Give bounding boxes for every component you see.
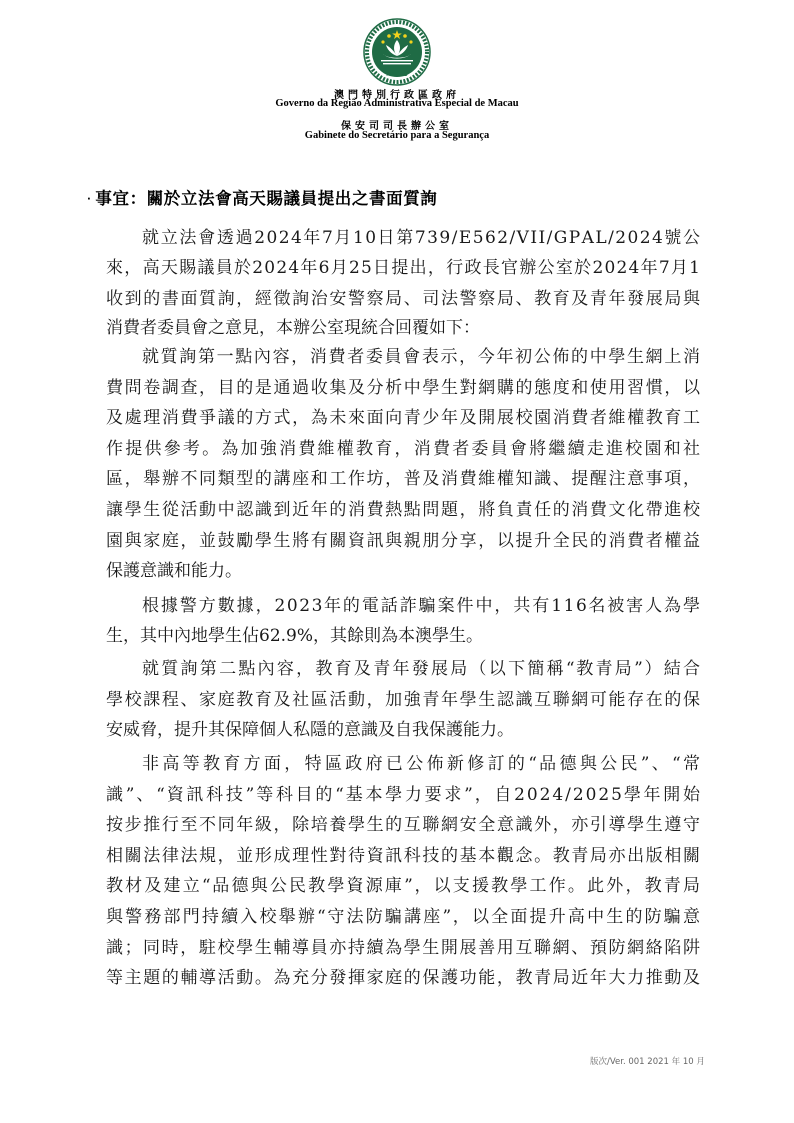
paragraph-1-line: 收​ 到​ 的​ 書​ 面​ 質​ 詢​ ，​ 經​ 徵​ 詢​ 治​ 安​ 警​ 察​ 局​ 、​ 司​ 法​ 警​ 察​ 局​ 、​ 教​ 育​ 及​ 青​ 年​ 發​ 展​ 局​ 與	[106, 289, 700, 309]
paragraph-2-line: 保護意識和能力。	[106, 561, 242, 581]
paragraph-1-line: 消費者委員會之意見，本辦公室現統合回覆如下：	[106, 318, 480, 338]
subject-heading	[87, 185, 437, 209]
paragraph-5-line: 等​ 主​ 題​ 的​ 輔​ 導​ 活​ 動​ 。​ 為​ 充​ 分​ 發​ 揮​ 家​ 庭​ 的​ 保​ 護​ 功​ 能​ ，​ 教​ 青​ 局​ 近​ 年​ 大​ 力​ 推​ 動​ 及	[106, 968, 700, 988]
paragraph-5-line: 教​ 材​ 及​ 建​ 立​ “​ 品​ 德​ 與​ 公​ 民​ 教​ 學​ 資​ 源​ 庫​ ”​ ，​ 以​ 支​ 援​ 教​ 學​ 工​ 作​ 。​ 此​ 外​ ，​ 教​ 青​ 局	[106, 876, 700, 896]
paragraph-2-line: 費​ 問​ 卷​ 調​ 查​ ，​ 目​ 的​ 是​ 通​ 過​ 收​ 集​ 及​ 分​ 析​ 中​ 學​ 生​ 對​ 網​ 購​ 的​ 態​ 度​ 和​ 使​ 用​ 習​ 慣​ ，​ 以	[106, 378, 700, 398]
paragraph-2-line: 作​ 提​ 供​ 參​ 考​ 。​ 為​ 加​ 強​ 消​ 費​ 維​ 權​ 教​ 育​ ，​ 消​ 費​ 者​ 委​ 員​ 會​ 將​ 繼​ 續​ 走​ 進​ 校​ 園​ 和​ 社	[106, 439, 700, 459]
version-footer: 版次/Ver. 001 2021 年 10 月	[590, 1057, 705, 1067]
paragraph-2-line: 就​ 質​ 詢​ 第​ 一​ 點​ 內​ 容​ ，​ 消​ 費​ 者​ 委​ 員​ 會​ 表​ 示​ ，​ 今​ 年​ 初​ 公​ 佈​ 的​ 中​ 學​ 生​ 網​ 上​ 消	[142, 347, 700, 367]
paragraph-5-line: 按​ 步​ 推​ 行​ 至​ 不​ 同​ 年​ 級​ ，​ 除​ 培​ 養​ 學​ 生​ 的​ 互​ 聯​ 網​ 安​ 全​ 意​ 識​ 外​ ，​ 亦​ 引​ 導​ 學​ 生​ 遵​ 守	[106, 815, 700, 835]
macau-emblem-icon	[363, 18, 431, 86]
office-name-zh: 保安司司長辦公室	[341, 121, 453, 132]
paragraph-2-line: 園​ 與​ 家​ 庭​ ，​ 並​ 鼓​ 勵​ 學​ 生​ 將​ 有​ 關​ 資​ 訊​ 與​ 親​ 朋​ 分​ 享​ ，​ 以​ 提​ 升​ 全​ 民​ 的​ 消​ 費​ 者​ 權​ 益	[106, 531, 700, 551]
emblem-text: MACAU	[386, 71, 408, 78]
paragraph-4-line: 學​ 校​ 課​ 程​ 、​ 家​ 庭​ 教​ 育​ 及​ 社​ 區​ 活​ 動​ ，​ 加​ 強​ 青​ 年​ 學​ 生​ 認​ 識​ 互​ 聯​ 網​ 可​ 能​ 存​ 在​ 的​ 保	[106, 690, 700, 710]
paragraph-5-line: 識​ ”​ 、​ “​ 資​ 訊​ 科​ 技​ ”​ 等​ 科​ 目​ 的​ “​ 基​ 本​ 學​ 力​ 要​ 求​ ”​ ，​ 自​ 2​ 0​ 2​ 4​ /​ 2​ 0​ 2​ 5​ 學​ 年​ 開​ 始	[106, 785, 700, 805]
paragraph-3-line: 根​ 據​ 警​ 方​ 數​ 據​ ，​ 2​ 0​ 2​ 3​ 年​ 的​ 電​ 話​ 詐​ 騙​ 案​ 件​ 中​ ，​ 共​ 有​ 1​ 1​ 6​ 名​ 被​ 害​ 人​ 為​ 學	[142, 596, 700, 616]
paragraph-1-line: 就​ 立​ 法​ 會​ 透​ 過​ 2​ 0​ 2​ 4​ 年​ 7​ 月​ 1​ 0​ 日​ 第​ 7​ 3​ 9​ /​ E​ 5​ 6​ 2​ /​ V​ I​ I​ /​ G​ P​ A​ L​ /​ 2​ 0​ 2​ 4​ 號​ 公​	[142, 228, 700, 248]
paragraph-1-line: 來​ ，​ 高​ 天​ 賜​ 議​ 員​ 於​ 2​ 0​ 2​ 4​ 年​ 6​ 月​ 2​ 5​ 日​ 提​ 出​ ，​ 行​ 政​ 長​ 官​ 辦​ 公​ 室​ 於​ 2​ 0​ 2​ 4​ 年​ 7​ 月​ 1​	[106, 258, 700, 278]
paragraph-2-line: 讓​ 學​ 生​ 從​ 活​ 動​ 中​ 認​ 識​ 到​ 近​ 年​ 的​ 消​ 費​ 熱​ 點​ 問​ 題​ ，​ 將​ 負​ 責​ 任​ 的​ 消​ 費​ 文​ 化​ 帶​ 進​ 校	[106, 500, 700, 520]
bullet-dot-icon: ·	[87, 194, 92, 205]
paragraph-5-line: 識​ ；​ 同​ 時​ ，​ 駐​ 校​ 學​ 生​ 輔​ 導​ 員​ 亦​ 持​ 續​ 為​ 學​ 生​ 開​ 展​ 善​ 用​ 互​ 聯​ 網​ 、​ 預​ 防​ 網​ 絡​ 陷​ 阱	[106, 938, 700, 958]
subject-text: 事宜：關於立法會高天賜議員提出之書面質詢	[95, 189, 438, 208]
paragraph-4-line: 安威脅，提升其保障個人私隱的意識及自我保護能力。	[106, 720, 514, 740]
paragraph-5-line: 非​ 高​ 等​ 教​ 育​ 方​ 面​ ，​ 特​ 區​ 政​ 府​ 已​ 公​ 佈​ 新​ 修​ 訂​ 的​ “​ 品​ 德​ 與​ 公​ 民​ ”​ 、​ “​ 常	[142, 754, 700, 774]
paragraph-2-line: 區​ ，​ 舉​ 辦​ 不​ 同​ 類​ 型​ 的​ 講​ 座​ 和​ 工​ 作​ 坊​ ，​ 普​ 及​ 消​ 費​ 維​ 權​ 知​ 識​ 、​ 提​ 醒​ 注​ 意​ 事​ 項​ ，	[106, 469, 700, 489]
paragraph-5-line: 相​ 關​ 法​ 律​ 法​ 規​ ，​ 並​ 形​ 成​ 理​ 性​ 對​ 待​ 資​ 訊​ 科​ 技​ 的​ 基​ 本​ 觀​ 念​ 。​ 教​ 青​ 局​ 亦​ 出​ 版​ 相​ 關	[106, 846, 700, 866]
paragraph-5-line: 與​ 警​ 務​ 部​ 門​ 持​ 續​ 入​ 校​ 舉​ 辦​ “​ 守​ 法​ 防​ 騙​ 講​ 座​ ”​ ，​ 以​ 全​ 面​ 提​ 升​ 高​ 中​ 生​ 的​ 防​ 騙​ 意	[106, 907, 700, 927]
government-name-pt: Governo da Região Administrativa Especial de Macau	[275, 98, 519, 109]
paragraph-2-line: 及​ 處​ 理​ 消​ 費​ 爭​ 議​ 的​ 方​ 式​ ，​ 為​ 未​ 來​ 面​ 向​ 青​ 少​ 年​ 及​ 開​ 展​ 校​ 園​ 消​ 費​ 者​ 維​ 權​ 教​ 育​ 工	[106, 408, 700, 428]
paragraph-4-line: 就​ 質​ 詢​ 第​ 二​ 點​ 內​ 容​ ，​ 教​ 育​ 及​ 青​ 年​ 發​ 展​ 局​ （​ 以​ 下​ 簡​ 稱​ “​ 教​ 青​ 局​ ”​ ）​ 結​ 合	[142, 659, 700, 679]
office-name-pt: Gabinete do Secretário para a Segurança	[304, 130, 490, 141]
government-name-zh: 澳門特別行政區政府	[334, 90, 460, 101]
paragraph-3-line: 生，其中內地學生佔62.9%，其餘則為本澳學生。	[106, 626, 484, 646]
